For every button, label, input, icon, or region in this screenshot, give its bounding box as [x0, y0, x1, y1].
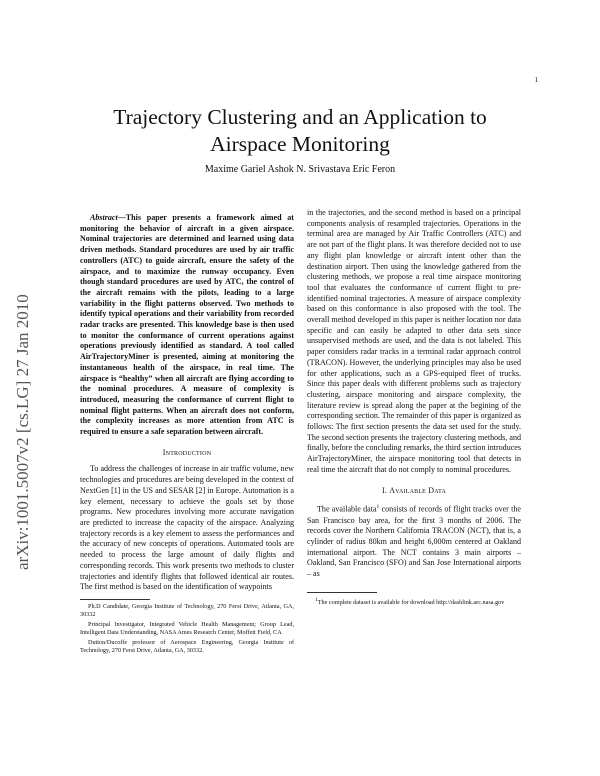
arxiv-stamp — [13, 218, 33, 568]
right-column — [307, 208, 521, 608]
intro-paragraph-continued: in the trajectories, and the second method is based on a principal components analysis of resampled trajectories. Operations in the terminal area are managed by Air Traffic Controllers (ATC) and are not part of the flight plans. It was therefore decided not to use any flight plan knowledge or aircraft intent other than the destination airport. Then using the knowledge gathered from the clustering methods, we propose a real time airspace monitoring tool that evaluates the conformance of current flight to pre-identified nominal trajectories. A measure of airspace complexity based on this conformance is also proposed with the tool. The overall method developed in this paper is neither location nor data specific and can easily be adapted to other data sets since unsupervised methods are used, and the data is not labeled. This paper considers radar tracks in a terminal radar approach control (TRACON). However, the underlying principles may also be used for other applications, such as a GPS-equiped fleet of trucks. Since this paper deals with different problems such as trajectory clustering, airspace monitoring and airspace complexity, the literature review is spread along the paper at the begining of the corresponding section. The remainder of this paper is organized as follows: The first section presents the data set used for the study. The second section presents the trajectory clustering methods, and finally, before the concluding remarks, the third section introduces AirTrajectoryMiner, the airspace monitoring tool that detects in real time the aircraft that do not comply to nominal procedures. — [307, 208, 521, 474]
section-1-paragraph: The available data$^1$ consists of records of flight tracks over the San Francisco bay area, for the first 3 months of 2006. The records cover the Northern California TRACON (NCT), that is, a cylinder of radius 80km and height 6,000m centered at Oakland international airport. The NCT contains 3 main airports – Oakland, San Francisco (SFO) and San Jose International airports – as — [307, 504, 521, 579]
paper-title — [60, 104, 540, 158]
footnote-author-2: Principal Investigator, Integrated Vehicle Health Management; Group Lead, Intelligent Data Understanding, NASA Ames Research Center, Moffett Field, CA — [80, 620, 294, 637]
abstract — [80, 213, 294, 438]
footnote-author-1: Ph.D Candidate, Georgia Institute of Technology, 270 Ferst Drive, Atlanta, GA, 30332 — [80, 602, 294, 619]
intro-paragraph: To address the challenges of increase in air traffic volume, new technologies and procedures are being developed in the context of NextGen [1] in the US and SESAR [2] in Europe. Automation is a key element, necessary to achieve the goals set by those programs. New procedures involving more accurate navigation are predicted to increase the capacity of the airspace. Analyzing trajectory records is a key element to assess the performances and the accuracy of new concepts of operations. Automated tools are needed to process the large amount of daily flights and corresponding records. This work presents two methods to cluster trajectories and identify flights that followed identical air routes. The first method is based on the identification of waypoints — [80, 464, 294, 592]
section-1-heading: I. Available Data — [381, 485, 447, 495]
intro-heading: Introduction — [162, 447, 212, 457]
dataset-footnote: $^1$The complete dataset is available for download http://dashlink.arc.nasa.gov — [315, 596, 505, 606]
title-line-2: Airspace Monitoring — [210, 132, 390, 156]
footnote-marker: 1 — [376, 504, 380, 511]
author-footnotes — [80, 603, 294, 655]
arxiv-id: arXiv:1001.5007v2 [cs.LG] 27 Jan 2010 — [13, 294, 32, 570]
page-number: 1 — [534, 76, 538, 84]
abstract-text: —This paper presents a framework aimed at monitoring the behavior of aircraft in a given airspace. Nominal trajectories are determined and learned using data driven methods. Standard procedures are used by air traffic controllers (ATC) to guide aircraft, ensure the safety of the airspace, and to maximize the runway occupancy. Even though standard procedures are used by ATC, the control of the aircraft remains with the pilots, leading to a large variability in the flight patterns observed. Two methods to identify typical operations and their variability from recorded radar tracks are presented. This knowledge base is then used to monitor the conformance of current operations against operations previously identified as standard. A tool called AirTrajectoryMiner is presented, aiming at monitoring the instantaneous health of the airspace, in real time. The airspace is “healthy” when all aircraft are flying according to the nominal procedures. A measure of complexity is introduced, measuring the conformance of current flight to nominal flight patterns. When an aircraft does not conform, the complexity increases as more attention from ATC is required to ensure a safe separation between aircraft. — [80, 213, 294, 437]
abstract-label: Abstract — [90, 213, 118, 222]
title-line-1: Trajectory Clustering and an Application to — [113, 105, 487, 129]
left-column — [80, 213, 294, 656]
footnote-rule-right — [307, 592, 377, 593]
dataset-footnote-text: The complete dataset is available for download http://dashlink.arc.nasa.gov — [317, 598, 505, 606]
footnote-rule — [80, 599, 150, 600]
authors: Maxime Gariel Ashok N. Srivastava Eric Feron — [204, 164, 396, 175]
footnote-author-3: Dutton/Ducoffe professor of Aerospace Engineering, Georgia Institute of Technology, 270 Ferst Drive, Atlanta, GA, 30332. — [80, 638, 294, 654]
